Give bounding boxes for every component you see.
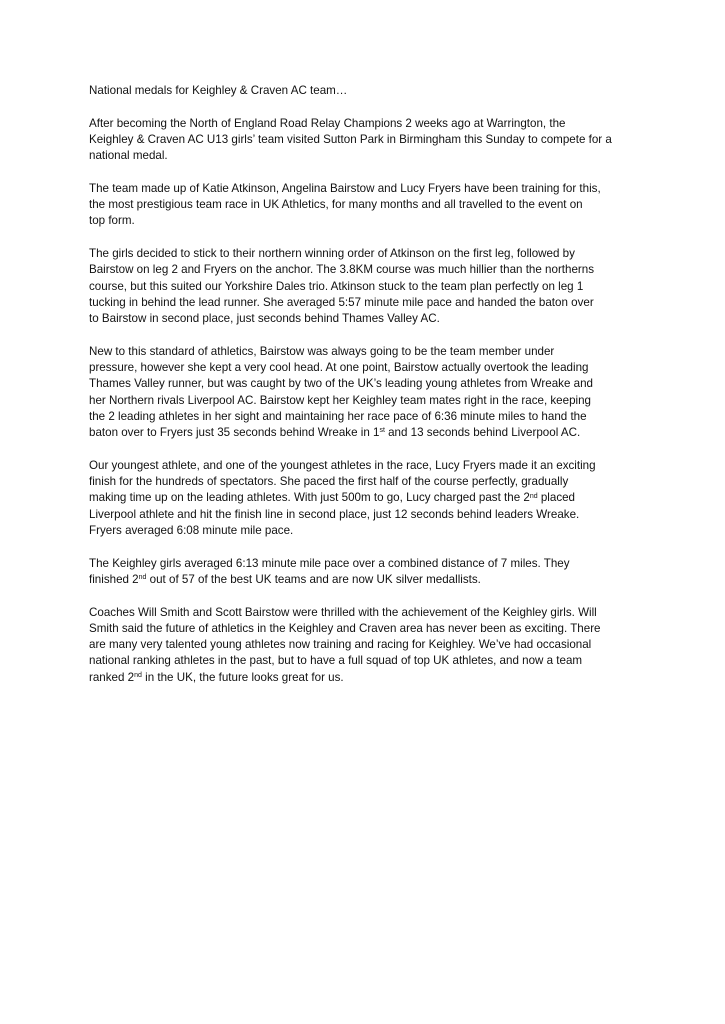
body-paragraph — [89, 344, 649, 442]
paragraph-text: Coaches Will Smith and Scott Bairstow were thrilled with the achievement of the Keighley girls. Will Smith said the future of athletics in the Keighley and Craven area has never been as exciting. There are many very talented young athletes now training and racing for Keighley. We’ve had occasional national ranking athletes in the past, but to have a full squad of top UK athletes, and now a team ranked 2 — [89, 605, 601, 684]
ordinal-superscript: nd — [529, 492, 538, 500]
paragraph-text: The team made up of Katie Atkinson, Angelina Bairstow and Lucy Fryers have been training for this, the most prestigious team race in UK Athletics, for many months and all travelled to the event on top form. — [89, 181, 601, 228]
body-paragraph — [89, 181, 649, 230]
paragraph-text: and 13 seconds behind Liverpool AC. — [384, 426, 581, 440]
paragraph-text: The girls decided to stick to their northern winning order of Atkinson on the first leg, followed by Bairstow on leg 2 and Fryers on the anchor. The 3.8KM course was much hillier than the northerns course, but this suited our Yorkshire Dales trio. Atkinson stuck to the team plan perfectly on leg 1 tucking in behind the lead runner. She averaged 5:57 minute mile pace and handed the baton over to Bairstow in second place, just seconds behind Thames Valley AC. — [89, 246, 595, 326]
paragraph-text: The Keighley girls averaged 6:13 minute mile pace over a combined distance of 7 miles. They finished 2 — [89, 556, 570, 586]
paragraph-text: in the UK, the future looks great for us. — [141, 670, 344, 684]
body-paragraph — [89, 605, 649, 686]
paragraph-text: New to this standard of athletics, Bairstow was always going to be the team member under pressure, however she kept a very cool head. At one point, Bairstow actually overtook the leading Thames Valley runner, but was caught by two of the UK’s leading young athletes from Wreake and her Northern rivals Liverpool AC. Bairstow kept her Keighley team mates right in the race, keeping the 2 leading athletes in her sight and maintaining her race pace of 6:36 minute miles to hand the baton over to Fryers just 35 seconds behind Wreake in 1 — [89, 344, 593, 440]
ordinal-superscript: st — [379, 427, 385, 435]
paragraph-text: After becoming the North of England Road Relay Champions 2 weeks ago at Warrington, the Keighley & Craven AC U13 girls’ team visited Sutton Park in Birmingham this Sunday to compete for a national medal. — [89, 116, 612, 163]
body-paragraph — [89, 556, 649, 589]
document-title: National medals for Keighley & Craven AC team… — [89, 84, 348, 97]
ordinal-superscript: nd — [134, 671, 142, 679]
body-paragraph — [89, 246, 649, 327]
body-paragraph — [89, 116, 649, 165]
body-paragraph — [89, 458, 649, 539]
document-body — [89, 83, 649, 702]
paragraph-text: placed Liverpool athlete and hit the finish line in second place, just 12 seconds behind leaders Wreake. Fryers averaged 6:08 minute mile pace. — [89, 491, 580, 538]
ordinal-superscript: nd — [138, 574, 147, 582]
paragraph-text: Our youngest athlete, and one of the youngest athletes in the race, Lucy Fryers made it an exciting finish for the hundreds of spectators. She paced the first half of the course perfectly, gradually making time up on the leading athletes. With just 500m to go, Lucy charged past the 2 — [89, 458, 596, 505]
paragraph-list — [89, 116, 649, 686]
paragraph-text: out of 57 of the best UK teams and are now UK silver medallists. — [146, 572, 481, 586]
